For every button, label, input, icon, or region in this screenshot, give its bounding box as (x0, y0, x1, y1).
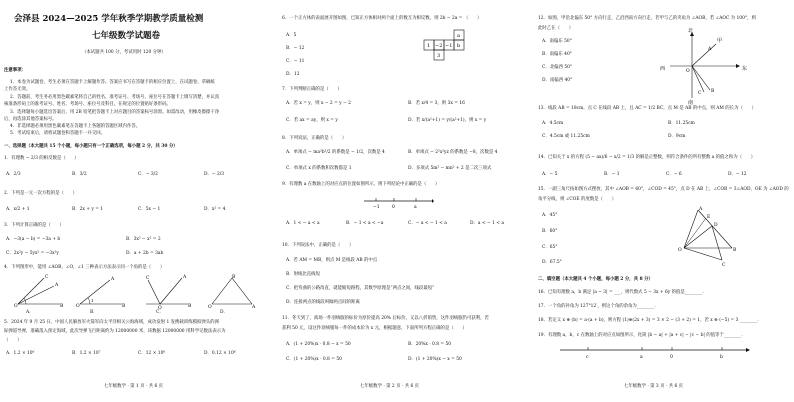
note-line: 上作答无效。 (4, 87, 31, 92)
svg-text:A: A (699, 207, 703, 212)
q7-option-a[interactable]: A．若 x = y，则 x − 2 = y − 2 (286, 101, 351, 106)
q11-option-d[interactable]: D．(1 + 20%)x − x = 50 (408, 357, 462, 362)
question-6: 6．一个正方体的表面展开图如图，已知正方体相对两个面上的数互为相反数，则 2b − 2a = （ ） (282, 16, 482, 21)
net-cell: 1 (427, 43, 431, 49)
svg-text:南: 南 (688, 100, 694, 106)
q6-option-c[interactable]: C．− 11 (286, 59, 305, 64)
q10-option-b[interactable]: B．射线比直线短 (286, 272, 320, 277)
q13-option-b[interactable]: B．11.25cm (668, 121, 695, 126)
page-footer: 七年级数学 · 第 1 页 · 共 6 页 (104, 384, 164, 389)
q5-option-d[interactable]: D．0.12 × 10⁸ (204, 351, 236, 356)
q4-option-a[interactable]: A． (26, 310, 34, 315)
svg-text:A: A (708, 47, 712, 52)
question-5-line-3: （ ） (4, 338, 22, 343)
section-2-heading: 二、填空题（本大题共 4 个小题，每小题 2 分，共 8 分） (538, 277, 653, 282)
q12-option-a[interactable]: A．南偏东 50° (542, 39, 572, 44)
question-13: 13．线段 AB = 18cm，点 C 在线段 AB 上，且 AC = 1/2 BC，点 M 是 AB 的中点，则 AM 的长为（ ） (538, 106, 757, 111)
question-5-line-2: 际弹道导弹，准确落入预定海域，此次导弹飞行距离约为 12000000 米，该数据 12000000 用科学记数法表示为 (4, 329, 226, 334)
q1-option-d[interactable]: D．− 2/3 (204, 172, 225, 177)
q15-option-d[interactable]: D．67.5° (542, 260, 562, 265)
svg-text:甲: 甲 (717, 38, 723, 44)
q1-option-c[interactable]: C．− 3/2 (138, 172, 158, 177)
q5-option-b[interactable]: B．1.2 × 10⁷ (72, 351, 101, 356)
note-line: 核准条形码上的准考证号、姓名、考场号、座位号及科目，在规定的位置贴好条形码。 (4, 102, 171, 107)
set-square-figure (678, 206, 738, 268)
net-cell: 3 (437, 53, 441, 59)
svg-text:B: B (232, 275, 236, 280)
note-line: 5．考试结束后，请将试题卷和答题卡一并交回。 (10, 131, 105, 136)
q11-option-b[interactable]: B．20%x · 0.8 = 50 (408, 342, 452, 347)
q14-option-a[interactable]: A．− 5 (542, 172, 558, 177)
notes-heading: 注意事项： (4, 68, 26, 73)
q4-option-b[interactable]: B． (90, 310, 98, 315)
exam-title: 会泽县 2024—2025 学年秋季学期教学质量检测 (14, 14, 204, 24)
q2-option-b[interactable]: B．2x + y = 1 (72, 207, 104, 212)
note-line: 3．选择题每小题选出答案后，用 2B 铅笔把答题卡上对应题目的答案标号涂黑。如需改动，用橡皮擦擦干净 (10, 110, 220, 115)
q14-option-c[interactable]: C．− 6 (666, 172, 682, 177)
net-cell: −2 (435, 43, 443, 49)
q11-option-a[interactable]: A．(1 + 20%)x · 0.8 − x = 50 (286, 342, 351, 347)
q8-option-d[interactable]: D．多项式 5m² − mn² + 2 是二次三项式 (408, 166, 492, 171)
exam-info: （本试题共 100 分，考试用时 120 分钟） (82, 50, 166, 55)
q4-option-c[interactable]: C． (156, 310, 164, 315)
svg-text:O: O (678, 248, 682, 253)
svg-text:a: a (640, 355, 643, 360)
svg-text:O: O (208, 305, 212, 310)
q15-option-a[interactable]: A．45° (542, 213, 558, 218)
q3-option-c[interactable]: C．2x²y − 5yx² = −3x²y (6, 251, 59, 256)
note-line: 后，再选涂其他答案标号。 (4, 117, 57, 122)
note-line: 4．非选择题必须用黑色碳素笔在答题卡上各题的答题区域内作答。 (10, 124, 141, 129)
q10-option-c[interactable]: C．把弯曲的公路改直，就能缩短路程，其数学原理是“两点之间，线段最短” (286, 286, 435, 291)
q9-option-d[interactable]: D．a < − 1 < a (470, 221, 504, 226)
exam-subtitle: 七年级数学试题卷 (92, 31, 161, 41)
svg-text:B: B (60, 304, 64, 309)
question-19: 19．有理数 a，b，c 在数轴上的对应点如图所示，化简 |b − a| + |a + c| − |c − b| 的值等于________． (538, 333, 746, 338)
cube-net-figure (424, 28, 474, 64)
question-14: 14．已知关于 x 的方程 (5 − ax)/6 − x/2 = 1/3 的解是正整数，则符合条件的所有整数 a 的值之和为（ ） (538, 155, 756, 160)
question-18: 18．若定义 x ⊕ (b) = a·(a + b)，则方程 (1)⊕(2x + 3) = 3 × 2 − (3 + 2) = 1，若 x ⊕ (−5) = 3 ________． (538, 318, 762, 323)
q9-option-a[interactable]: A．1 < − a < a (286, 221, 320, 226)
number-line-label: −1 (373, 205, 380, 210)
question-1: 1．有理数 − 2/3 的相反数是（ ） (4, 156, 79, 161)
svg-text:O: O (158, 306, 162, 311)
q9-number-line (364, 193, 434, 209)
q5-option-c[interactable]: C．12 × 10⁶ (138, 351, 166, 356)
svg-text:北: 北 (688, 28, 694, 34)
question-8: 8．下列说法，正确的是（ ） (282, 136, 347, 141)
q3-option-a[interactable]: A．−3(a − b) = −3a + b (6, 237, 61, 242)
question-10: 10．下列说法中，正确的是（ ） (282, 243, 354, 248)
question-7: 7．下列判断正确的是（ ） (282, 87, 342, 92)
svg-text:东: 东 (742, 66, 748, 72)
q5-option-a[interactable]: A．1.2 × 10⁶ (6, 351, 35, 356)
note-line: 2．答题前，考生务必用黑色碳素笔将自己的姓名、准考证号、考场号、座位号在答题卡上填写清楚，并认真 (10, 95, 220, 100)
q10-option-d[interactable]: D．连接两点的线段叫做两点间的距离 (286, 300, 360, 305)
question-17: 17．一个角的补角为 127°12′，则这个角的余角为________． (538, 304, 659, 309)
net-cell: a (457, 33, 460, 39)
q4-figure-c (142, 274, 192, 311)
q9-option-c[interactable]: C．− a < − 1 < a (408, 221, 447, 226)
question-9: 9．有理数 a 在数轴上的对应点的位置如图所示，则下列结论中正确的是（ ） (282, 182, 440, 187)
q8-option-b[interactable]: B．单项式 − 2²x²yz 的系数是 −8，次数是 4 (408, 150, 498, 155)
svg-text:A: A (55, 283, 59, 288)
q4-option-d[interactable]: D． (220, 310, 228, 315)
svg-text:B: B (711, 89, 715, 94)
question-12-line-1: 12．如图，甲沿北偏东 50° 方向行走，乙沿西南方向行走，若甲与乙的夹角为 ∠AOB，若 ∠AOC 为 100°，则 (538, 16, 756, 21)
q14-option-b[interactable]: B．− 1 (604, 172, 620, 177)
q6-option-a[interactable]: A．5 (286, 33, 297, 38)
svg-text:A: A (183, 275, 187, 280)
svg-text:A: A (252, 305, 256, 310)
question-15-line-1: 15．一副三角尺按如图方式摆放，其中 ∠AOB = 60°，∠COD = 45°，点 D 在 AB 上，∠COB = 3∠AOD，OE 为 ∠AOD 的 (538, 187, 789, 192)
svg-text:1: 1 (91, 298, 94, 303)
q19-number-line (560, 344, 750, 360)
q7-option-b[interactable]: B．若 x/4 = 3，则 3x = 16 (408, 101, 465, 106)
question-5-line-1: 5．2024 年 9 月 25 日，中国人民解放军火箭军向太平洋相关公海海域，成功发射 1 发携载训练模拟弹头的洲 (4, 320, 219, 325)
number-line-label: 0 (392, 205, 395, 210)
svg-text:0: 0 (670, 355, 673, 360)
q10-option-a[interactable]: A．若 AM = MB，则点 M 是线段 AB 的中点 (286, 258, 378, 263)
svg-text:B: B (122, 304, 126, 309)
svg-text:E: E (707, 215, 711, 220)
svg-text:B: B (733, 248, 737, 253)
question-2: 2．下列是一元一次方程的是（ ） (4, 191, 78, 196)
question-15-line-2: 角平分线，则 ∠COE 的度数是（ ） (538, 197, 617, 202)
q6-option-b[interactable]: B．− 12 (286, 46, 305, 51)
question-3: 3．下列计算正确的是（ ） (4, 223, 64, 228)
q8-option-c[interactable]: C．单项式 x 的系数和次数都是 1 (286, 166, 352, 171)
q13-option-a[interactable]: A．4.5cm (542, 121, 564, 126)
q4-figure-a (14, 274, 64, 308)
note-line: 1．本卷为试题卷，考生必须在答题卡上解题作答。答案应书写在答题卡的相应位置上，在试题卷、草稿纸 (10, 80, 215, 85)
question-11-line-1: 11．冬天到了，商场一件羽绒服的标价为原价提高 20% 后标价，又以八折销售，这件羽绒服仍可获利，若 (282, 316, 489, 321)
q3-option-d[interactable]: D．a + 2b = 3ab (126, 251, 164, 256)
q14-option-d[interactable]: D．− 12 (728, 172, 747, 177)
q2-option-c[interactable]: C．5x − 1 (138, 207, 161, 212)
svg-text:c: c (586, 355, 589, 360)
q6-option-d[interactable]: D．12 (286, 72, 300, 77)
q3-option-b[interactable]: B．3x² − x² = 2 (126, 237, 161, 242)
q15-option-c[interactable]: C．65° (542, 245, 558, 250)
q13-option-c[interactable]: C．4.5cm 或 11.25cm (542, 134, 590, 139)
svg-text:A: A (111, 277, 115, 282)
compass-figure (660, 28, 748, 106)
svg-text:O: O (14, 304, 18, 309)
q1-option-b[interactable]: B．3/2 (72, 172, 87, 177)
net-cell: b (457, 43, 461, 49)
number-line-label: a (414, 205, 417, 210)
svg-text:O: O (76, 304, 80, 309)
q4-figure-b (76, 274, 126, 308)
q4-figure-d (206, 274, 256, 308)
q8-option-a[interactable]: A．单项式 − ma²b³/2 的系数是 − 1/2，次数是 4 (286, 150, 385, 155)
q11-option-c[interactable]: C．(1 + 20%)x · 0.8 = 50 (286, 357, 342, 362)
question-4: 4．下列图形中，能用 ∠AOB，∠O，∠1 三种表示方法表示同一个角的是（ ） (4, 265, 165, 270)
column-1 (0, 0, 268, 402)
q9-option-b[interactable]: B．− 1 < a < −a (346, 221, 384, 226)
q7-option-d[interactable]: D．若 x/(a²+1) = y/(a²+1)，则 x = y (408, 118, 487, 123)
svg-text:西: 西 (660, 66, 666, 72)
page-footer: 七年级数学 · 第 3 页 · 共 6 页 (624, 384, 684, 389)
section-1-heading: 一、选择题（本大题共 15 个小题，每小题只有一个正确选项，每小题 2 分，共 30 分） (4, 144, 178, 149)
svg-text:C: C (722, 263, 726, 268)
column-2 (282, 0, 530, 402)
q1-option-a[interactable]: A．2/3 (6, 172, 21, 177)
svg-text:b: b (720, 355, 723, 360)
svg-text:D: D (714, 223, 718, 228)
svg-text:O: O (686, 69, 690, 74)
q15-option-b[interactable]: B．60° (542, 229, 558, 234)
svg-text:C: C (698, 91, 702, 96)
q12-option-b[interactable]: B．南偏东 40° (542, 52, 572, 57)
q12-option-c[interactable]: C．北偏西 50° (542, 65, 573, 70)
q7-option-c[interactable]: C．若 ax = ay，则 x = y (286, 118, 338, 123)
question-12-line-2: 此时乙在（ ） (538, 26, 574, 31)
column-3 (538, 0, 792, 402)
page-footer: 七年级数学 · 第 2 页 · 共 6 页 (360, 384, 420, 389)
net-cell: −1 (445, 43, 453, 49)
svg-text:C: C (146, 276, 150, 281)
svg-text:C: C (45, 275, 49, 280)
svg-text:B: B (188, 304, 192, 309)
q2-option-d[interactable]: D．x² = 4 (204, 207, 226, 212)
q2-option-a[interactable]: A．x/2 + 1 (6, 207, 30, 212)
question-11-line-2: 获利 50 元，设这件羽绒服每一件的成本价为 x 元，根据题意，下面所列方程正确的是（ ） (282, 326, 467, 331)
question-16: 16．已知有理数 a，b 满足 |a − 3| = ___，则代数式 5 − 3x + 6y 的值是________． (538, 290, 707, 295)
q13-option-d[interactable]: D．9cm (668, 134, 686, 139)
q12-option-d[interactable]: D．南偏西 40° (542, 78, 573, 83)
